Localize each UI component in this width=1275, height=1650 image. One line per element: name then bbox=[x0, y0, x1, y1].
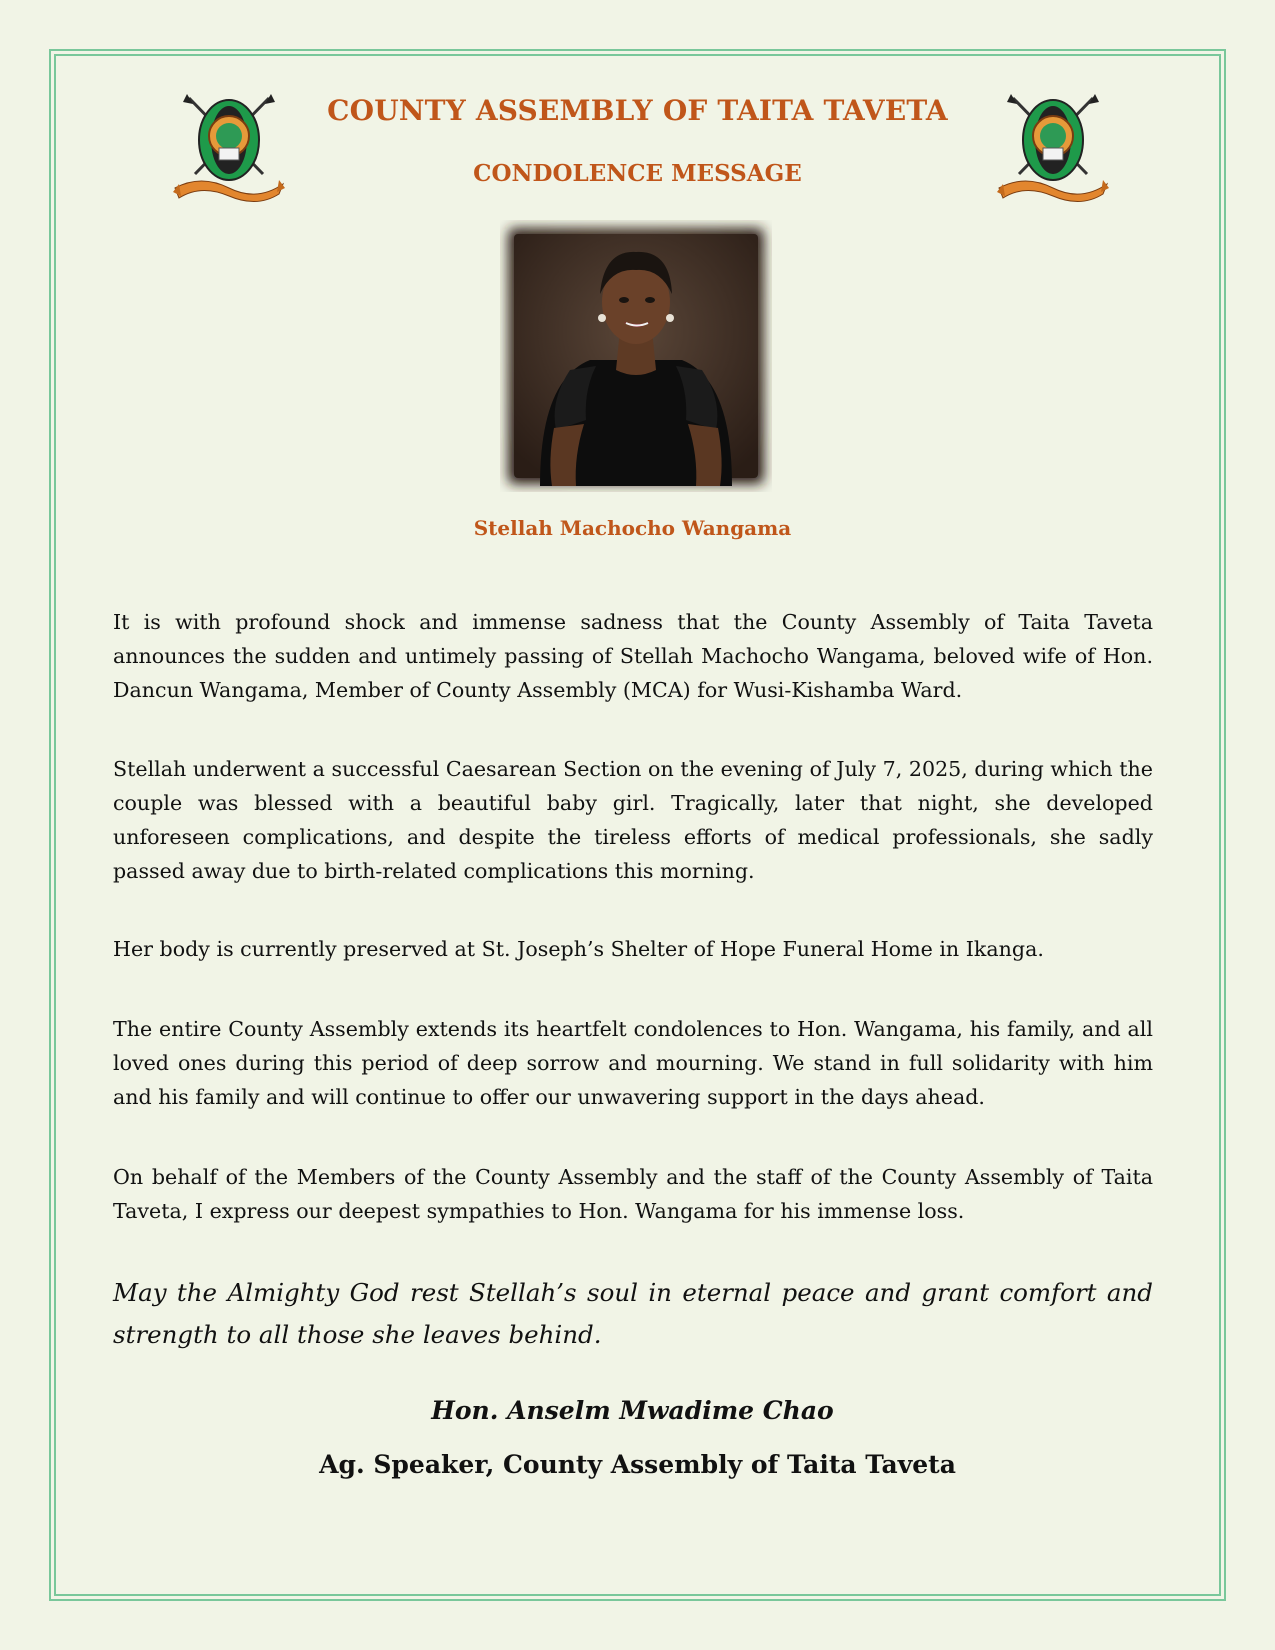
paragraph-condolences: The entire County Assembly extends its heartfelt condolences to Hon. Wangama, his family, and all loved ones during this period of deep sorrow and mourning. We stand in full solidarity with him and his family and will continue to offer our unwavering support in the days ahead. bbox=[113, 1017, 1153, 1109]
portrait-photo bbox=[500, 220, 772, 492]
paragraph-announcement: It is with profound shock and immense sadness that the County Assembly of Taita Taveta announces the sudden and untimely passing of Stellah Machocho Wangama, beloved wife of Hon. Dancun Wangama, Member of County Assembly (MCA) for Wusi-Kishamba Ward. bbox=[113, 610, 1153, 702]
paragraph-funeral-home: Her body is currently preserved at St. Joseph’s Shelter of Hope Funeral Home in Ikanga. bbox=[113, 937, 1044, 961]
message-heading: CONDOLENCE MESSAGE bbox=[473, 160, 802, 187]
assembly-title: COUNTY ASSEMBLY OF TAITA TAVETA bbox=[327, 94, 948, 127]
closing-prayer: May the Almighty God rest Stellah’s soul in eternal peace and grant comfort and strength to all those she leaves behind. bbox=[113, 1278, 1153, 1349]
signatory-title: Ag. Speaker, County Assembly of Taita Taveta bbox=[319, 1450, 956, 1479]
portrait-caption: Stellah Machocho Wangama bbox=[473, 516, 792, 540]
paragraph-sympathies: On behalf of the Members of the County Assembly and the staff of the County Assembly of Taita Taveta, I express our deepest sympathies to Hon. Wangama for his immense loss. bbox=[113, 1165, 1153, 1223]
paragraph-circumstances: Stellah underwent a successful Caesarean Section on the evening of July 7, 2025, during which the couple was blessed with a beautiful baby girl. Tragically, later that night, she developed unforeseen complications, and despite the tireless efforts of medical professionals, she sadly passed away due to birth-related complications this morning. bbox=[113, 757, 1153, 883]
signatory-name: Hon. Anselm Mwadime Chao bbox=[431, 1396, 834, 1425]
